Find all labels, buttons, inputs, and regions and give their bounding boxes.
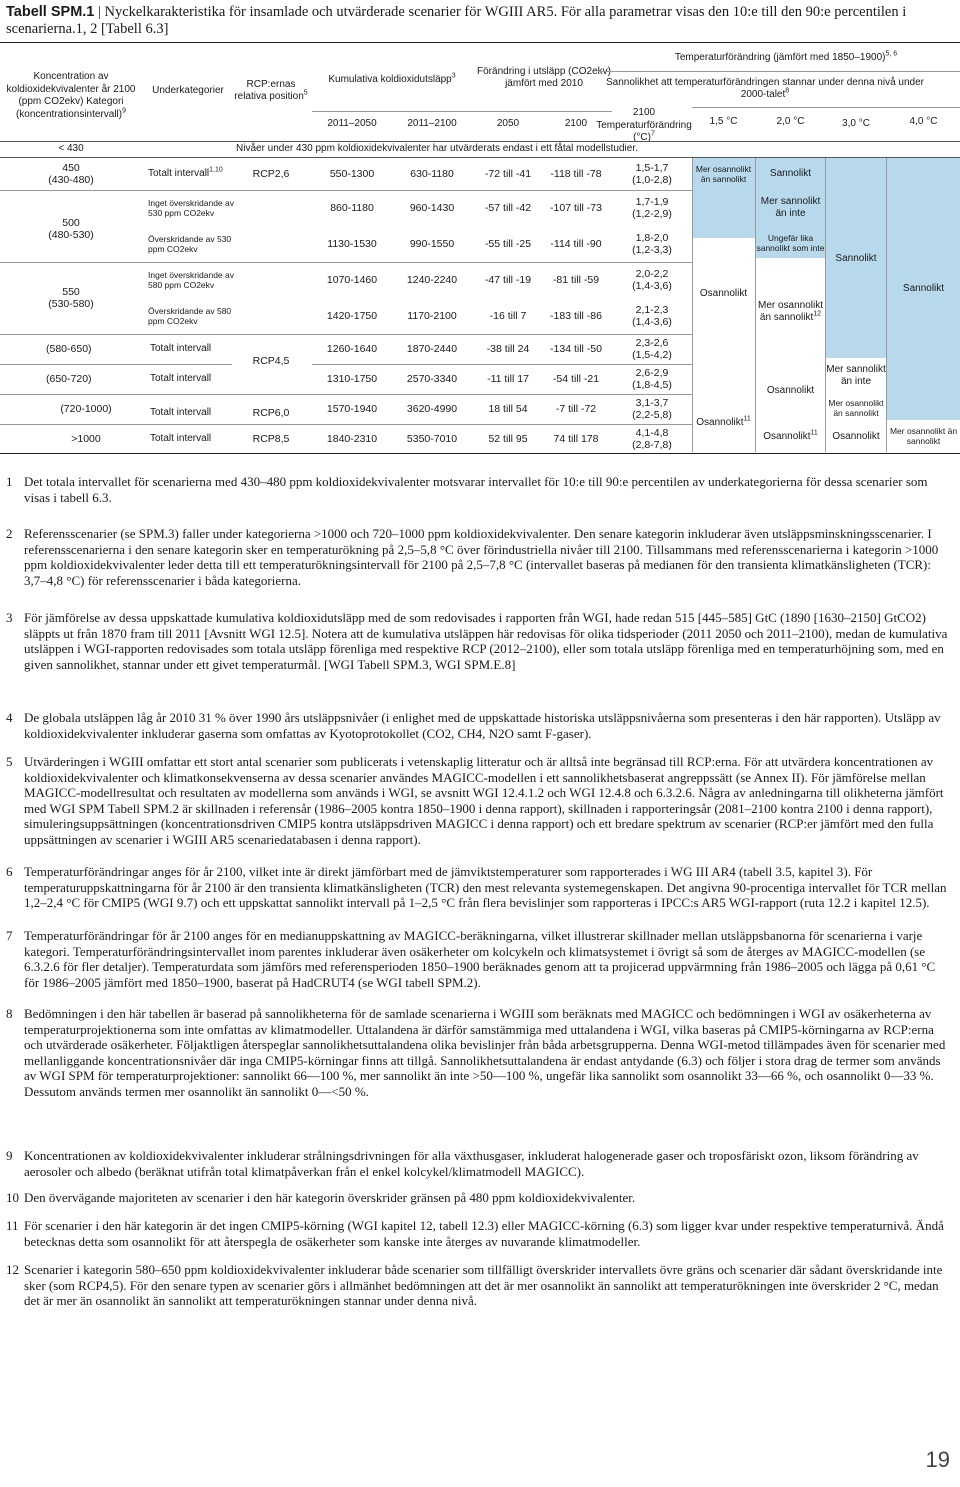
row-500a-temp: 1,7-1,9 (1,2-2,9) [632, 196, 672, 220]
header-cum-2100: 2011–2100 [407, 117, 457, 129]
row-500b-change-2100: -114 till -90 [550, 238, 602, 250]
row-580-category: (580-650) [46, 343, 92, 355]
row-450-temp: 1,5-1,7 (1,0-2,8) [632, 162, 672, 186]
row-580-cum-2100: 1870-2440 [406, 343, 458, 355]
row-580-cum-2050: 1260-1640 [326, 343, 378, 355]
row-500a-change-2100: -107 till -73 [550, 202, 602, 214]
row-450-change-2100: -118 till -78 [550, 168, 602, 180]
header-temperature: Temperaturförändring (jämfört med 1850–1900)$^{5, 6}$ [674, 50, 898, 63]
lik-40-sannolikt: Sannolikt [902, 283, 945, 294]
row-550-sub-a: Inget överskridande av 580 ppm CO2ekv [148, 270, 234, 290]
lik-30-mer-osannolikt: Mer osannolikt än sannolikt [828, 398, 884, 418]
header-rule-cumulative [312, 111, 612, 112]
row-rcp60: RCP6,0 [252, 407, 290, 419]
row-550a-change-2050: -47 till -19 [484, 274, 532, 286]
table-title [6, 4, 954, 38]
row-450-sub: Totalt intervall$^{1,10}$ [148, 166, 223, 179]
row-650-temp: 2,6-2,9 (1,8-4,5) [632, 367, 672, 391]
row-rcp85: RCP8,5 [252, 433, 290, 445]
page-number: 19 [925, 1447, 950, 1472]
row-550a-temp: 2,0-2,2 (1,4-3,6) [632, 268, 672, 292]
header-change-2100: 2100 [564, 117, 588, 129]
row-450-rcp: RCP2,6 [252, 168, 290, 180]
row-550b-change-2100: -183 till -86 [550, 310, 602, 322]
row-720-sub: Totalt intervall [150, 407, 212, 418]
row-580-sub: Totalt intervall [150, 343, 212, 354]
lik-40-mer-osannolikt: Mer osannolikt än sannolikt [889, 426, 958, 446]
lik-20-ungefar: Ungefär lika sannolikt som inte [756, 233, 825, 253]
row-720-cum-2050: 1570-1940 [326, 403, 378, 415]
header-cum-2050: 2011–2050 [327, 117, 377, 129]
row-580-temp: 2,3-2,6 (1,5-4,2) [632, 337, 672, 361]
row-1000-cum-2100: 5350-7010 [406, 433, 458, 445]
row-650-cum-2050: 1310-1750 [326, 373, 378, 385]
row-1000-category: >1000 [71, 433, 101, 445]
lik-15-mer-osannolikt: Mer osannolikt än sannolikt [695, 164, 752, 184]
row-720-temp: 3,1-3,7 (2,2-5,8) [632, 397, 672, 421]
header-change-2050: 2050 [496, 117, 520, 129]
row-450-cum-2100: 630-1180 [410, 168, 454, 180]
row-650-cum-2100: 2570-3340 [406, 373, 458, 385]
row-500a-cum-2100: 960-1430 [409, 202, 455, 214]
row-500-category: 500 (480-530) [48, 217, 94, 241]
row-500b-change-2050: -55 till -25 [484, 238, 532, 250]
row-650-change-2050: -11 till 17 [487, 373, 529, 385]
lik-20-mer-osannolikt12: Mer osannolikt än sannolikt$^{12}$ [757, 300, 824, 323]
row-650-sub: Totalt intervall [150, 373, 212, 384]
row-720-change-2050: 18 till 54 [488, 403, 528, 415]
row-720-category: (720-1000) [60, 403, 112, 415]
rule-row-450 [0, 190, 692, 191]
row-1000-cum-2050: 1840-2310 [326, 433, 378, 445]
row-550b-temp: 2,1-2,3 (1,4-3,6) [632, 304, 672, 328]
header-t15: 1,5 °C [709, 115, 738, 127]
row-550a-change-2100: -81 till -59 [552, 274, 600, 286]
row-500-sub-a: Inget överskridande av 530 ppm CO2ekv [148, 198, 234, 218]
header-likelihood: Sannolikhet att temperaturförändringen stannar under denna nivå under 2000-talet$^8$ [606, 76, 924, 100]
row-rcp45: RCP4,5 [252, 355, 290, 367]
row-450-change-2050: -72 till -41 [484, 168, 532, 180]
lik-30-sannolikt: Sannolikt [835, 253, 877, 264]
row-650-change-2100: -54 till -21 [552, 373, 600, 385]
lik-20-sannolikt: Sannolikt [769, 168, 812, 179]
row-550b-change-2050: -16 till 7 [489, 310, 527, 322]
row-550a-cum-2050: 1070-1460 [326, 274, 378, 286]
lik-30-mer-sannolikt: Mer sannolikt än inte [826, 364, 886, 387]
row-720-change-2100: -7 till -72 [555, 403, 597, 415]
rule-row-500 [0, 262, 692, 263]
lik-20-mer-sannolikt: Mer sannolikt än inte [760, 196, 821, 219]
header-subcategory: Underkategorier [152, 84, 224, 96]
row-650-category: (650-720) [46, 373, 92, 385]
row-550a-cum-2100: 1240-2240 [406, 274, 458, 286]
header-temp-2100: 2100 Temperaturförändring $(^\circ C)^7$ [596, 107, 692, 144]
header-cumulative: Kumulativa koldioxidutsläpp$^3$ [328, 72, 456, 85]
header-category: Koncentration av koldioxidekvivalenter år 2100 (ppm CO2ekv) Kategori (koncentrationsintervall)$^9$ [6, 71, 136, 120]
lik-20-osannolikt11: Osannolikt$^{11}$ [763, 429, 818, 442]
lik-15-osannolikt11: Osannolikt$^{11}$ [696, 415, 751, 428]
lik-15-osannolikt: Osannolikt [699, 288, 748, 299]
lik-20-osannolikt: Osannolikt [766, 385, 815, 396]
row-500a-change-2050: -57 till -42 [484, 202, 532, 214]
row-1000-temp: 4,1-4,8 (2,8-7,8) [632, 427, 672, 451]
row-450-category: 450 (430-480) [48, 162, 94, 186]
row-550-category: 550 (530-580) [48, 286, 94, 310]
row-500b-cum-2100: 990-1550 [409, 238, 455, 250]
header-t20: 2,0 °C [776, 115, 805, 127]
lik-30-osannolikt: Osannolikt [832, 431, 880, 442]
row-500b-temp: 1,8-2,0 (1,2-3,3) [632, 232, 672, 256]
row-below-430-category: < 430 [58, 143, 84, 154]
row-below-430-text: Nivåer under 430 ppm koldioxidekvivalenter har utvärderats endast i ett fåtal modellstudier. [236, 143, 638, 154]
header-rcp: RCP:ernas relativa position$^5$ [234, 78, 308, 102]
row-580-change-2050: -38 till 24 [486, 343, 530, 355]
row-500a-cum-2050: 860-1180 [330, 202, 374, 214]
table-caption: | Nyckelkarakteristika för insamlade och utvärderade scenarier för WGIII AR5. För alla parametrar visas den 10:e till den 90:e percentilen i scenarierna.1, 2 [Tabell 6.3] [6, 4, 907, 37]
table-label: Tabell SPM.1 [6, 4, 95, 20]
header-change: Förändring i utsläpp (CO2ekv) jämfört med 2010 [477, 65, 611, 89]
row-500b-cum-2050: 1130-1530 [327, 238, 377, 250]
header-t30: 3,0 °C [842, 117, 870, 129]
row-450-cum-2050: 550-1300 [329, 168, 375, 180]
row-580-change-2100: -134 till -50 [550, 343, 602, 355]
row-550b-cum-2050: 1420-1750 [326, 310, 378, 322]
row-1000-change-2100: 74 till 178 [553, 433, 599, 445]
header-t40: 4,0 °C [909, 115, 938, 127]
row-720-cum-2100: 3620-4990 [406, 403, 458, 415]
header-rule-temperature [598, 71, 960, 72]
row-1000-change-2050: 52 till 95 [488, 433, 528, 445]
header-rule-likelihood [692, 107, 960, 108]
row-1000-sub: Totalt intervall [150, 433, 212, 444]
row-550-sub-b: Överskridande av 580 ppm CO2ekv [148, 306, 232, 326]
row-500-sub-b: Överskridande av 530 ppm CO2ekv [148, 234, 232, 254]
row-550b-cum-2100: 1170-2100 [407, 310, 457, 322]
summary-table [0, 42, 960, 454]
